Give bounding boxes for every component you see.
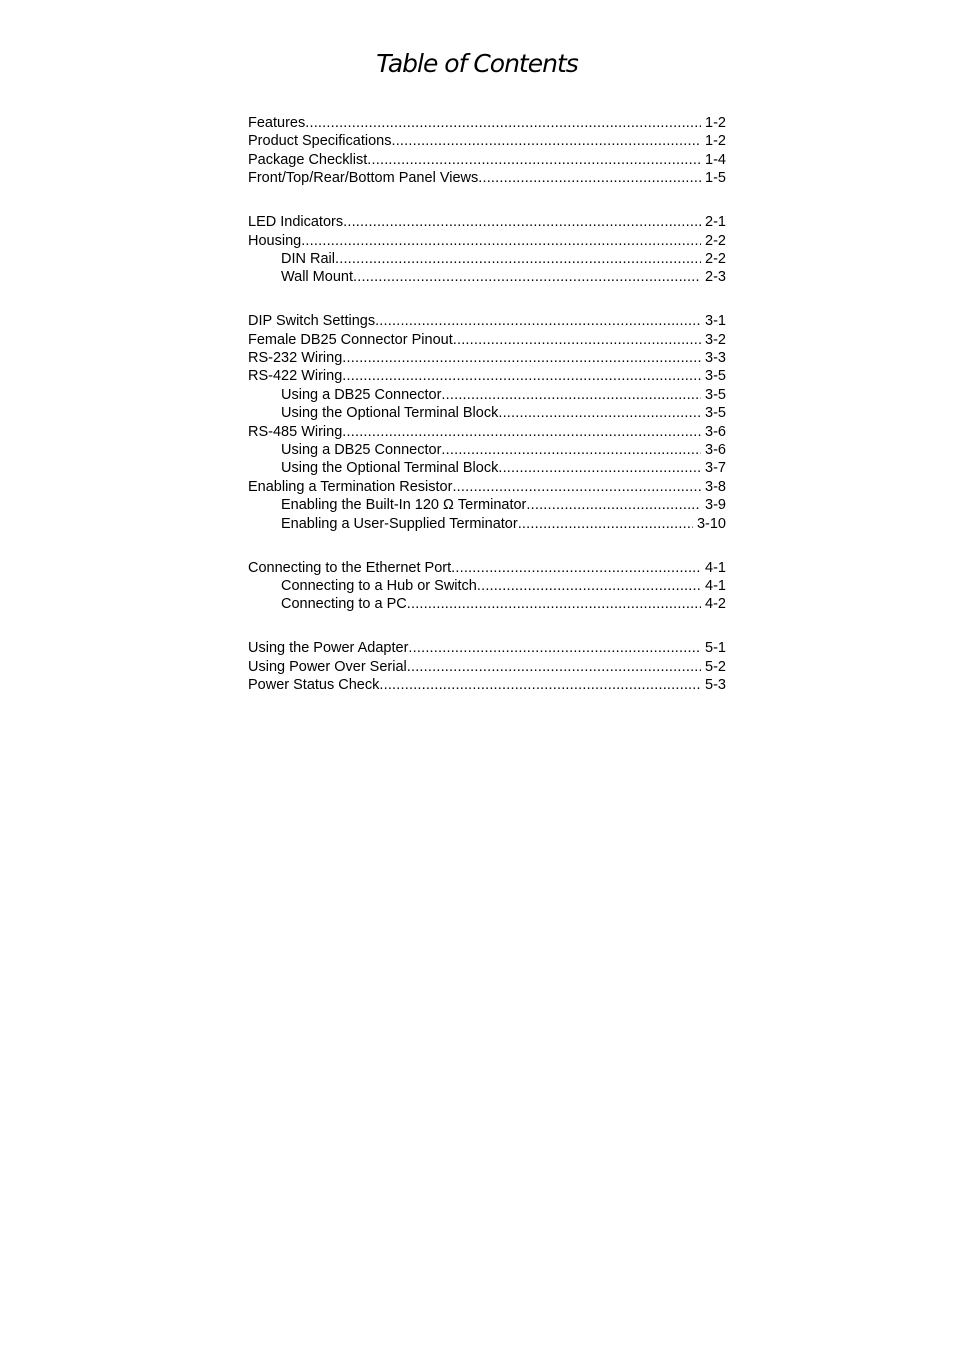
- toc-page-number: 4-1: [705, 559, 726, 576]
- toc-entry-label: Using the Power Adapter: [248, 640, 409, 657]
- dot-leader: [451, 559, 701, 577]
- toc-subentry[interactable]: [248, 459, 726, 477]
- toc-page-number: 1-5: [705, 170, 726, 187]
- dot-leader: [526, 496, 701, 514]
- toc-page-number: 1-4: [705, 151, 726, 168]
- toc-section: [248, 639, 726, 694]
- dot-leader: [342, 349, 701, 367]
- toc-section: [248, 312, 726, 533]
- toc-section: [248, 114, 726, 188]
- dot-leader: [441, 386, 701, 404]
- toc-entry[interactable]: [248, 232, 726, 250]
- dot-leader: [452, 478, 701, 496]
- toc-entry[interactable]: [248, 367, 726, 385]
- toc-page-number: 4-1: [705, 577, 726, 594]
- toc-entry-label: Using a DB25 Connector: [281, 442, 442, 459]
- dot-leader: [477, 577, 701, 595]
- toc-page-number: 3-5: [705, 368, 726, 385]
- toc-page-number: 1-2: [705, 115, 726, 131]
- toc-entry-label: Connecting to a PC: [281, 596, 407, 613]
- dot-leader: [453, 331, 701, 349]
- toc-entry-label: Enabling a Termination Resistor: [248, 478, 453, 495]
- toc-entry[interactable]: [248, 658, 726, 676]
- dot-leader: [301, 232, 701, 250]
- toc-page-number: 3-2: [705, 331, 726, 348]
- toc-page-number: 2-2: [705, 232, 726, 249]
- dot-leader: [379, 676, 701, 694]
- dot-leader: [498, 459, 701, 477]
- toc-entry-label: Features: [248, 115, 306, 131]
- dot-leader: [342, 423, 701, 441]
- toc-entry-label: Using Power Over Serial: [248, 658, 407, 675]
- toc-page-number: 1-2: [705, 133, 726, 150]
- dot-leader: [343, 213, 701, 231]
- toc-subentry[interactable]: [248, 404, 726, 422]
- toc-entry[interactable]: [248, 639, 726, 657]
- dot-leader: [408, 639, 701, 657]
- toc-entry[interactable]: [248, 559, 726, 577]
- toc-entry[interactable]: [248, 312, 726, 330]
- dot-leader: [478, 169, 701, 187]
- toc-entry-label: RS-422 Wiring: [248, 368, 343, 385]
- toc-entry[interactable]: [248, 676, 726, 694]
- toc-subentry[interactable]: [248, 386, 726, 404]
- toc-entry-label: Front/Top/Rear/Bottom Panel Views: [248, 170, 479, 187]
- table-of-contents: [248, 114, 726, 720]
- dot-leader: [342, 367, 701, 385]
- toc-entry-label: Enabling the Built-In 120 Ω Terminator: [281, 497, 527, 514]
- toc-subentry[interactable]: [248, 595, 726, 613]
- toc-entry-label: LED Indicators: [248, 214, 344, 231]
- toc-page-number: 2-2: [705, 250, 726, 267]
- toc-subentry[interactable]: [248, 577, 726, 595]
- toc-subentry[interactable]: [248, 441, 726, 459]
- toc-entry-label: Package Checklist: [248, 151, 368, 168]
- toc-page-number: 5-1: [705, 640, 726, 657]
- toc-entry-label: Enabling a User-Supplied Terminator: [281, 515, 518, 532]
- toc-entry[interactable]: [248, 349, 726, 367]
- toc-entry[interactable]: [248, 213, 726, 231]
- toc-entry[interactable]: [248, 132, 726, 150]
- toc-page-number: 4-2: [705, 596, 726, 613]
- dot-leader: [518, 515, 693, 533]
- dot-leader: [305, 114, 701, 132]
- page-title: Table of Contents: [376, 49, 578, 78]
- toc-entry[interactable]: [248, 151, 726, 169]
- toc-page-number: 3-9: [705, 497, 726, 514]
- dot-leader: [367, 151, 701, 169]
- toc-subentry[interactable]: [248, 268, 726, 286]
- toc-entry-label: Female DB25 Connector Pinout: [248, 331, 453, 348]
- toc-entry-label: Connecting to the Ethernet Port: [248, 559, 452, 576]
- toc-entry[interactable]: [248, 478, 726, 496]
- toc-subentry[interactable]: [248, 496, 726, 514]
- toc-page-number: 3-7: [705, 460, 726, 477]
- toc-entry[interactable]: [248, 169, 726, 187]
- toc-section: [248, 213, 726, 287]
- toc-entry-label: DIP Switch Settings: [248, 313, 376, 330]
- dot-leader: [441, 441, 701, 459]
- toc-page-number: 3-6: [705, 423, 726, 440]
- toc-entry-label: Using a DB25 Connector: [281, 386, 442, 403]
- toc-page-number: 5-2: [705, 658, 726, 675]
- toc-page-number: 2-3: [705, 269, 726, 286]
- dot-leader: [335, 250, 701, 268]
- toc-page-number: 5-3: [705, 677, 726, 694]
- toc-page-number: 3-10: [696, 515, 726, 532]
- toc-entry[interactable]: [248, 114, 726, 132]
- dot-leader: [391, 132, 701, 150]
- toc-entry-label: Power Status Check: [248, 677, 380, 694]
- toc-page-number: 2-1: [705, 214, 726, 231]
- toc-subentry[interactable]: [248, 515, 726, 533]
- toc-entry-label: Using the Optional Terminal Block: [281, 405, 499, 422]
- toc-entry-label: DIN Rail: [281, 250, 335, 267]
- toc-page-number: 3-8: [705, 478, 726, 495]
- toc-entry[interactable]: [248, 331, 726, 349]
- toc-entry[interactable]: [248, 423, 726, 441]
- toc-entry-label: RS-485 Wiring: [248, 423, 343, 440]
- toc-page-number: 3-5: [705, 405, 726, 422]
- toc-page-number: 3-5: [705, 386, 726, 403]
- toc-entry-label: Wall Mount: [281, 269, 353, 286]
- toc-subentry[interactable]: [248, 250, 726, 268]
- dot-leader: [407, 658, 701, 676]
- toc-section: [248, 559, 726, 614]
- toc-entry-label: RS-232 Wiring: [248, 350, 343, 367]
- dot-leader: [407, 595, 701, 613]
- toc-entry-label: Housing: [248, 232, 302, 249]
- dot-leader: [353, 268, 701, 286]
- toc-page-number: 3-6: [705, 442, 726, 459]
- toc-entry-label: Product Specifications: [248, 133, 392, 150]
- toc-entry-label: Using the Optional Terminal Block: [281, 460, 499, 477]
- toc-entry-label: Connecting to a Hub or Switch: [281, 577, 477, 594]
- toc-page-number: 3-1: [705, 313, 726, 330]
- dot-leader: [498, 404, 701, 422]
- dot-leader: [375, 312, 701, 330]
- toc-page-number: 3-3: [705, 350, 726, 367]
